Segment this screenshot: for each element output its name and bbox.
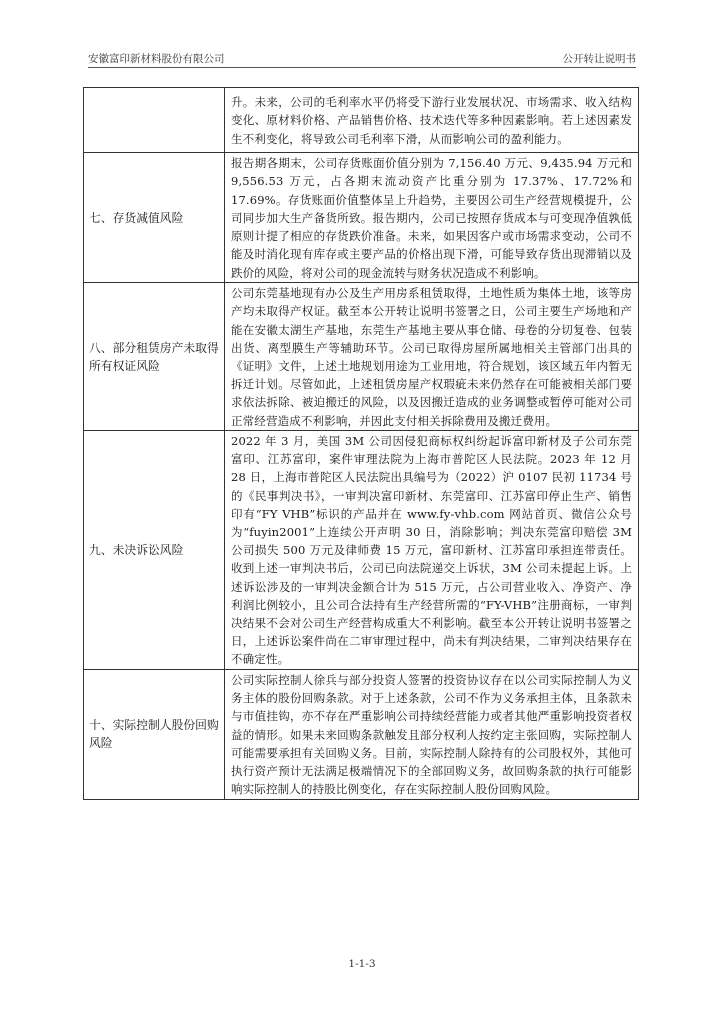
risk-table <box>83 87 639 800</box>
table-row <box>84 88 639 153</box>
table-row <box>84 153 639 283</box>
table-row <box>84 283 639 431</box>
risk-title-cell: 十、实际控制人股份回购风险 <box>84 669 225 799</box>
risk-description-cell: 2022 年 3 月，美国 3M 公司因侵犯商标权纠纷起诉富印新材及子公司东莞富印、江苏富印，案件审理法院为上海市普陀区人民法院。2023 年 12 月 28 日，上海市普陀区人民法院出具编号为（2022）沪 0107 民初 11734 号的《民事判决书》，一审判决富印新材、东莞富印、江苏富印停止生产、销售印有“FY VHB”标识的产品并在 www.fy-vhb.com 网站首页、微信公众号为“fuyin2001”上连续公开声明 30 日，消除影响；判决东莞富印赔偿 3M 公司损失 500 万元及律师费 15 万元，富印新材、江苏富印承担连带责任。收到上述一审判决书后，公司已向法院递交上诉状，3M 公司未提起上诉。上述诉讼涉及的一审判决金额合计为 515 万元，占公司营业收入、净资产、净利润比例较小，且公司合法持有生产经营所需的“FY-VHB”注册商标，一审判决结果不会对公司生产经营构成重大不利影响。截至本公开转让说明书签署之日，上述诉讼案件尚在二审审理过程中，尚未有判决结果，二审判决结果存在不确定性。 <box>225 431 639 670</box>
header-divider <box>88 67 636 68</box>
risk-title-cell <box>84 88 225 153</box>
risk-description-cell: 公司实际控制人徐兵与部分投资人签署的投资协议存在以公司实际控制人为义务主体的股份回购条款。对于上述条款，公司不作为义务承担主体，且条款未与市值挂钩，亦不存在严重影响公司持续经营能力或者其他严重影响投资者权益的情形。如果未来回购条款触发且部分权利人按约定主张回购，实际控制人可能需要承担有关回购义务。目前，实际控制人除持有的公司股权外，其他可执行资产预计无法满足极端情况下的全部回购义务，故回购条款的执行可能影响实际控制人的持股比例变化，存在实际控制人股份回购风险。 <box>225 669 639 799</box>
table-row <box>84 431 639 670</box>
document-title: 公开转让说明书 <box>562 53 636 65</box>
risk-description-cell: 升。未来，公司的毛利率水平仍将受下游行业发展状况、市场需求、收入结构变化、原材料价格、产品销售价格、技术迭代等多种因素影响。若上述因素发生不利变化，将导致公司毛利率下滑，从而影响公司的盈利能力。 <box>225 88 639 153</box>
page-header <box>88 51 636 67</box>
risk-title-cell: 七、存货减值风险 <box>84 153 225 283</box>
risk-description-cell: 公司东莞基地现有办公及生产用房系租赁取得，土地性质为集体土地，该等房产均未取得产权证。截至本公开转让说明书签署之日，公司主要生产场地和产能在安徽太湖生产基地，东莞生产基地主要从事仓储、母卷的分切复卷、包装出货、离型膜生产等辅助环节。公司已取得房屋所属地相关主管部门出具的《证明》文件，上述土地规划用途为工业用地，符合规划，该区域五年内暂无拆迁计划。尽管如此，上述租赁房屋产权瑕疵未来仍然存在可能被相关部门要求依法拆除、被迫搬迁的风险，以及因搬迁造成的业务调整或暂停可能对公司正常经营造成不利影响，并因此支付相关拆除费用及搬迁费用。 <box>225 283 639 431</box>
risk-title-cell: 九、未决诉讼风险 <box>84 431 225 670</box>
page-number: 1-1-3 <box>348 958 376 970</box>
table-row <box>84 669 639 799</box>
company-name: 安徽富印新材料股份有限公司 <box>88 53 225 65</box>
risk-title-cell: 八、部分租赁房产未取得所有权证风险 <box>84 283 225 431</box>
risk-description-cell: 报告期各期末，公司存货账面价值分别为 7,156.40 万元、9,435.94 万元和 9,556.53 万元，占各期末流动资产比重分别为 17.37%、17.72%和 17.69%。存货账面价值整体呈上升趋势，主要因公司生产经营规模提升，公司同步加大生产备货所致。报告期内，公司已按照存货成本与可变现净值孰低原则计提了相应的存货跌价准备。未来，如果因客户或市场需求变动，公司不能及时消化现有库存或主要产品的价格出现下滑，可能导致存货出现滞销以及跌价的风险，将对公司的现金流转与财务状况造成不利影响。 <box>225 153 639 283</box>
